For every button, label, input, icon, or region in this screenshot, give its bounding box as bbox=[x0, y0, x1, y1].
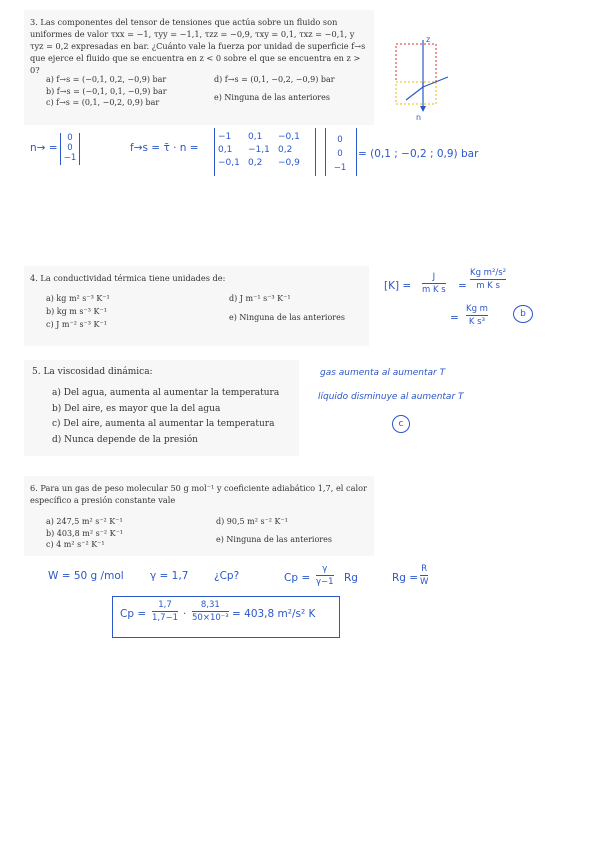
box-f2-num: 8,31 bbox=[200, 600, 220, 610]
question-5 bbox=[24, 360, 299, 456]
option-b: b) kg m s⁻³ K⁻¹ bbox=[46, 307, 107, 316]
question-5-options bbox=[52, 386, 279, 448]
cp-formula-lhs: Cp = bbox=[284, 572, 311, 584]
option-b: b) f→s = (−0,1, 0,1, −0,9) bar bbox=[46, 86, 167, 96]
option-e: e) Ninguna de las anteriores bbox=[216, 534, 332, 544]
fraction-bar bbox=[316, 575, 334, 576]
n-vector bbox=[63, 133, 77, 163]
fraction-bar bbox=[470, 279, 506, 280]
n-label: n→ = bbox=[30, 142, 58, 154]
cp-formula-fraction bbox=[316, 564, 334, 587]
option-d: d) J m⁻¹ s⁻³ K⁻¹ bbox=[229, 294, 291, 303]
question-4-statement: 4. La conductividad térmica tiene unidades de: bbox=[30, 273, 226, 283]
box-fraction-1 bbox=[152, 600, 178, 623]
viscosity-note-1: gas aumenta al aumentar T bbox=[320, 368, 446, 378]
matrix-cell: 0,2 bbox=[278, 145, 293, 155]
cp-question: ¿Cp? bbox=[214, 570, 240, 582]
option-d: d) 90,5 m² s⁻² K⁻¹ bbox=[216, 517, 288, 526]
question-3-options-right bbox=[214, 74, 335, 103]
question-3-options-left bbox=[46, 74, 167, 109]
k-f3-num: Kg m bbox=[466, 304, 488, 314]
box-f2-den: 50×10⁻³ bbox=[192, 613, 229, 623]
fraction-bar bbox=[192, 611, 229, 612]
q4-answer-circle: b bbox=[513, 305, 533, 323]
rg-formula-lhs: Rg = bbox=[392, 572, 419, 584]
box-fraction-2 bbox=[192, 600, 229, 623]
option-b: b) 403,8 m² s⁻² K⁻¹ bbox=[46, 528, 124, 538]
matrix-cell: −1 bbox=[218, 132, 232, 142]
question-6 bbox=[24, 476, 374, 556]
box-f1-num: 1,7 bbox=[158, 600, 172, 610]
k-f1-num: J bbox=[432, 272, 436, 282]
option-a: a) f→s = (−0,1, 0,2, −0,9) bar bbox=[46, 75, 167, 84]
axis-n-label: n bbox=[416, 113, 422, 122]
option-c: c) J m⁻² s⁻³ K⁻¹ bbox=[46, 320, 107, 329]
rg-den: W bbox=[420, 577, 429, 587]
tensor-matrix bbox=[218, 132, 308, 168]
matrix-cell: 0,1 bbox=[218, 145, 233, 155]
option-a: a) kg m² s⁻³ K⁻¹ bbox=[46, 294, 110, 303]
box-f1-den: 1,7−1 bbox=[152, 613, 179, 623]
option-e: e) Ninguna de las anteriores bbox=[214, 92, 330, 102]
cp-den: γ−1 bbox=[316, 577, 334, 587]
n-vector-2-0: 0 bbox=[337, 135, 343, 145]
k-eq-1: = bbox=[458, 280, 467, 292]
n-vector-2 bbox=[330, 133, 350, 175]
question-6-options-right bbox=[216, 516, 332, 545]
axis-sketch bbox=[388, 32, 458, 122]
matrix-cell: 0,1 bbox=[248, 132, 263, 142]
k-f3-den: K s³ bbox=[468, 317, 486, 327]
option-d: d) f→s = (0,1, −0,2, −0,9) bar bbox=[214, 75, 335, 84]
n-vector-1: 0 bbox=[67, 143, 73, 153]
question-4 bbox=[24, 266, 369, 346]
question-4-options-right bbox=[229, 292, 345, 324]
n-vector-2-2: −1 bbox=[333, 163, 347, 173]
k-units-lhs: [K] = bbox=[384, 280, 412, 292]
axis-z-label: z bbox=[426, 35, 431, 44]
cp-num: γ bbox=[322, 564, 328, 574]
n-vector-0: 0 bbox=[67, 133, 73, 143]
option-b: b) Del aire, es mayor que la del agua bbox=[52, 403, 221, 414]
q5-answer-circle: c bbox=[392, 415, 410, 433]
question-3-statement: 3. Las componentes del tensor de tensiones que actúa sobre un fluido son uniformes de valor τxx = −1, τyy = −1,1, τzz = −0,9, τxy = 0,1, τxz = −0,1, y τyz = 0,2 expresadas en bar. ¿Cuánto vale la fuerza por unidad de superficie f→s que ejerce el fluido que se encuentra en z < 0 sobre el que se encuentra en z > 0? bbox=[30, 17, 366, 75]
k-f2-den: m K s bbox=[476, 281, 500, 291]
fraction-bar bbox=[466, 315, 488, 316]
k-f1-den: m K s bbox=[422, 285, 446, 295]
matrix-cell: −0,9 bbox=[278, 158, 300, 168]
matrix-cell: −1,1 bbox=[248, 145, 270, 155]
matrix-cell: −0,1 bbox=[218, 158, 240, 168]
gamma-value: γ = 1,7 bbox=[150, 570, 189, 582]
fraction-bar bbox=[420, 575, 428, 576]
viscosity-note-2: líquido disminuye al aumentar T bbox=[318, 392, 464, 402]
matrix-cell: −0,1 bbox=[278, 132, 300, 142]
option-e: e) Ninguna de las anteriores bbox=[229, 313, 345, 322]
box-result: = 403,8 m²/s² K bbox=[232, 608, 316, 620]
question-6-options-left bbox=[46, 516, 123, 551]
n-vector-2-1: 0 bbox=[337, 149, 343, 159]
cp-formula-rg: Rg bbox=[344, 572, 358, 584]
option-c: c) 4 m² s⁻² K⁻¹ bbox=[46, 540, 105, 549]
option-d: d) Nunca depende de la presión bbox=[52, 434, 198, 445]
molecular-weight: W = 50 g /mol bbox=[48, 570, 124, 582]
question-5-statement: 5. La viscosidad dinámica: bbox=[32, 367, 153, 377]
k-fraction-2 bbox=[470, 268, 506, 291]
option-a: a) Del agua, aumenta al aumentar la temperatura bbox=[52, 388, 280, 398]
n-vector-2: −1 bbox=[63, 153, 77, 163]
box-cp-lhs: Cp = bbox=[120, 608, 147, 620]
rg-num: R bbox=[421, 564, 428, 574]
k-f2-num: Kg m²/s² bbox=[470, 268, 507, 278]
k-eq-2: = bbox=[450, 312, 459, 324]
fs-result: = (0,1 ; −0,2 ; 0,9) bar bbox=[358, 148, 479, 160]
fraction-bar bbox=[422, 283, 446, 284]
k-fraction-1 bbox=[422, 272, 446, 295]
fraction-bar bbox=[152, 611, 178, 612]
rg-formula-fraction bbox=[420, 564, 428, 587]
option-c: c) Del aire, aumenta al aumentar la temperatura bbox=[52, 419, 275, 429]
option-a: a) 247,5 m² s⁻² K⁻¹ bbox=[46, 517, 123, 526]
question-3 bbox=[24, 10, 374, 125]
box-dot: · bbox=[183, 608, 187, 620]
option-c: c) f→s = (0,1, −0,2, 0,9) bar bbox=[46, 98, 160, 107]
question-4-options-left bbox=[46, 292, 110, 331]
matrix-cell: 0,2 bbox=[248, 158, 263, 168]
question-6-statement: 6. Para un gas de peso molecular 50 g mol⁻¹ y coeficiente adiabático 1,7, el calor específico a presión constante vale bbox=[30, 483, 367, 505]
k-fraction-3 bbox=[466, 304, 488, 327]
fs-equation: f→s = τ̄ · n = bbox=[130, 142, 199, 154]
